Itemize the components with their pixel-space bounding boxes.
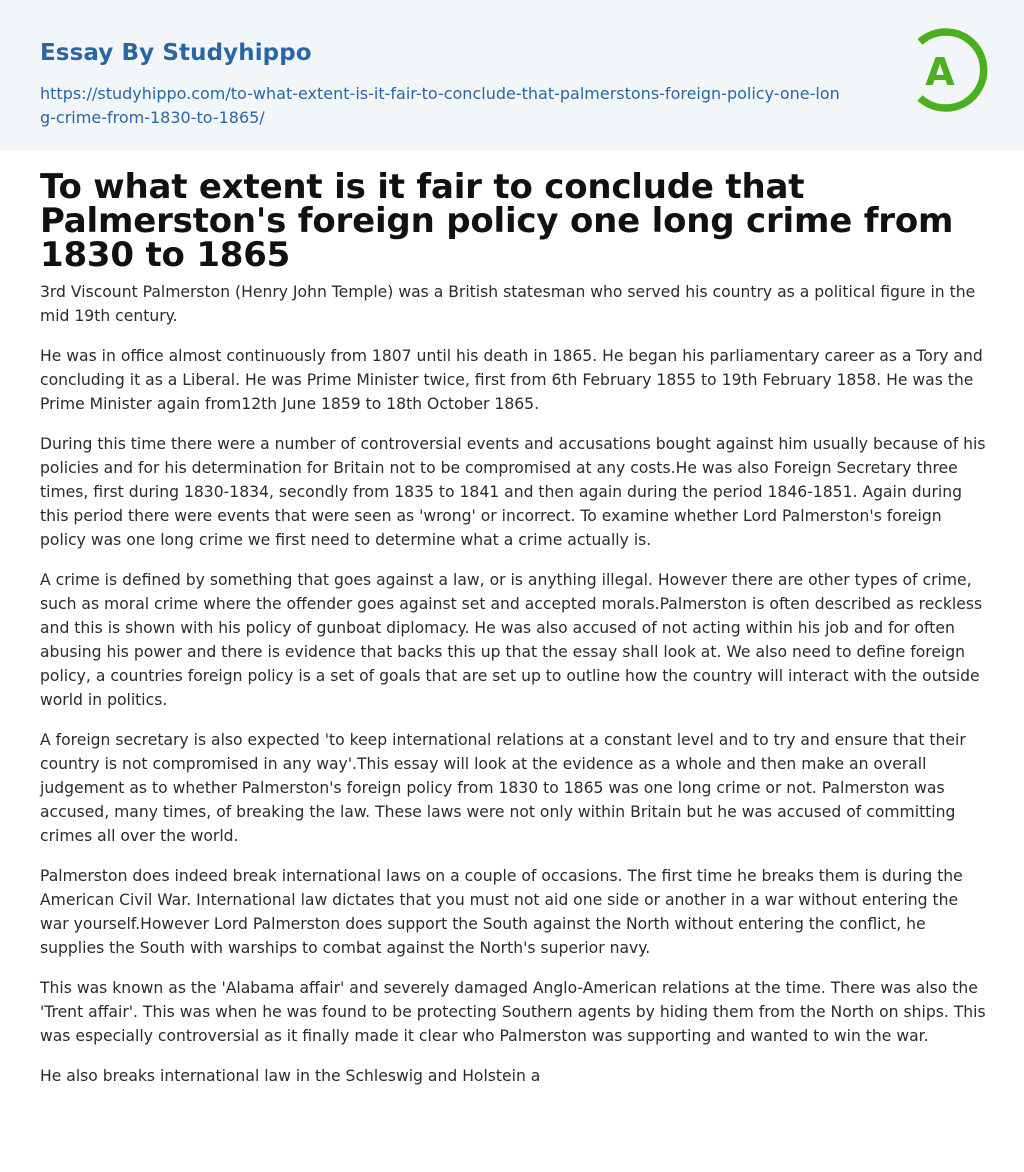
site-brand[interactable]: Essay By Studyhippo [40, 40, 312, 66]
studyhippo-logo-icon[interactable] [910, 28, 988, 116]
article-paragraph: During this time there were a number of controversial events and accusations bought against him usually because of his policies and for his determination for Britain not to be compromised at any costs.He was also Foreign Secretary three times, first during 1830-1834, secondly from 1835 to 1841 and then again during the period 1846-1851. Again during this period there were events that were seen as 'wrong' or incorrect. To examine whether Lord Palmerston's foreign policy was one long crime we first need to determine what a crime actually is. [40, 435, 986, 549]
article-title: To what extent is it fair to conclude that Palmerston's foreign policy one long crime from 1830 to 1865 [40, 167, 954, 275]
article-paragraph: He also breaks international law in the Schleswig and Holstein a [40, 1067, 541, 1085]
article [40, 167, 986, 1088]
site-header [0, 0, 1024, 150]
source-url-link[interactable]: https://studyhippo.com/to-what-extent-is-it-fair-to-conclude-that-palmerstons-foreign-policy-one-long-crime-from-1830-to-1865/ [40, 84, 840, 127]
article-paragraph: A crime is defined by something that goes against a law, or is anything illegal. However there are other types of crime, such as moral crime where the offender goes against set and accepted morals.Palmerston is often described as reckless and this is shown with his policy of gunboat diplomacy. He was also accused of not acting within his job and for often abusing his power and there is evidence that backs this up that the essay shall look at. We also need to define foreign policy, a countries foreign policy is a set of goals that are set up to outline how the country will interact with the outside world in politics. [40, 571, 983, 709]
article-paragraph: Palmerston does indeed break international laws on a couple of occasions. The first time he breaks them is during the American Civil War. International law dictates that you must not aid one side or another in a war without entering the war yourself.However Lord Palmerston does support the South against the North without entering the conflict, he supplies the South with warships to combat against the North's superior navy. [40, 867, 963, 957]
article-paragraph: This was known as the 'Alabama affair' and severely damaged Anglo-American relations at the time. There was also the 'Trent affair'. This was when he was found to be protecting Southern agents by hiding them from the North on ships. This was especially controversial as it finally made it clear who Palmerston was supporting and wanted to win the war. [40, 979, 986, 1045]
article-paragraph: He was in office almost continuously from 1807 until his death in 1865. He began his parliamentary career as a Tory and concluding it as a Liberal. He was Prime Minister twice, first from 6th February 1855 to 19th February 1858. He was the Prime Minister again from12th June 1859 to 18th October 1865. [40, 347, 983, 413]
article-paragraph: A foreign secretary is also expected 'to keep international relations at a constant level and to try and ensure that their country is not compromised in any way'.This essay will look at the evidence as a whole and then make an overall judgement as to whether Palmerston's foreign policy from 1830 to 1865 was one long crime or not. Palmerston was accused, many times, of breaking the law. These laws were not only within Britain but he was accused of committing crimes all over the world. [40, 731, 966, 845]
logo-letter: A [925, 50, 955, 94]
article-paragraph: 3rd Viscount Palmerston (Henry John Temple) was a British statesman who served his country as a political figure in the mid 19th century. [40, 283, 976, 325]
